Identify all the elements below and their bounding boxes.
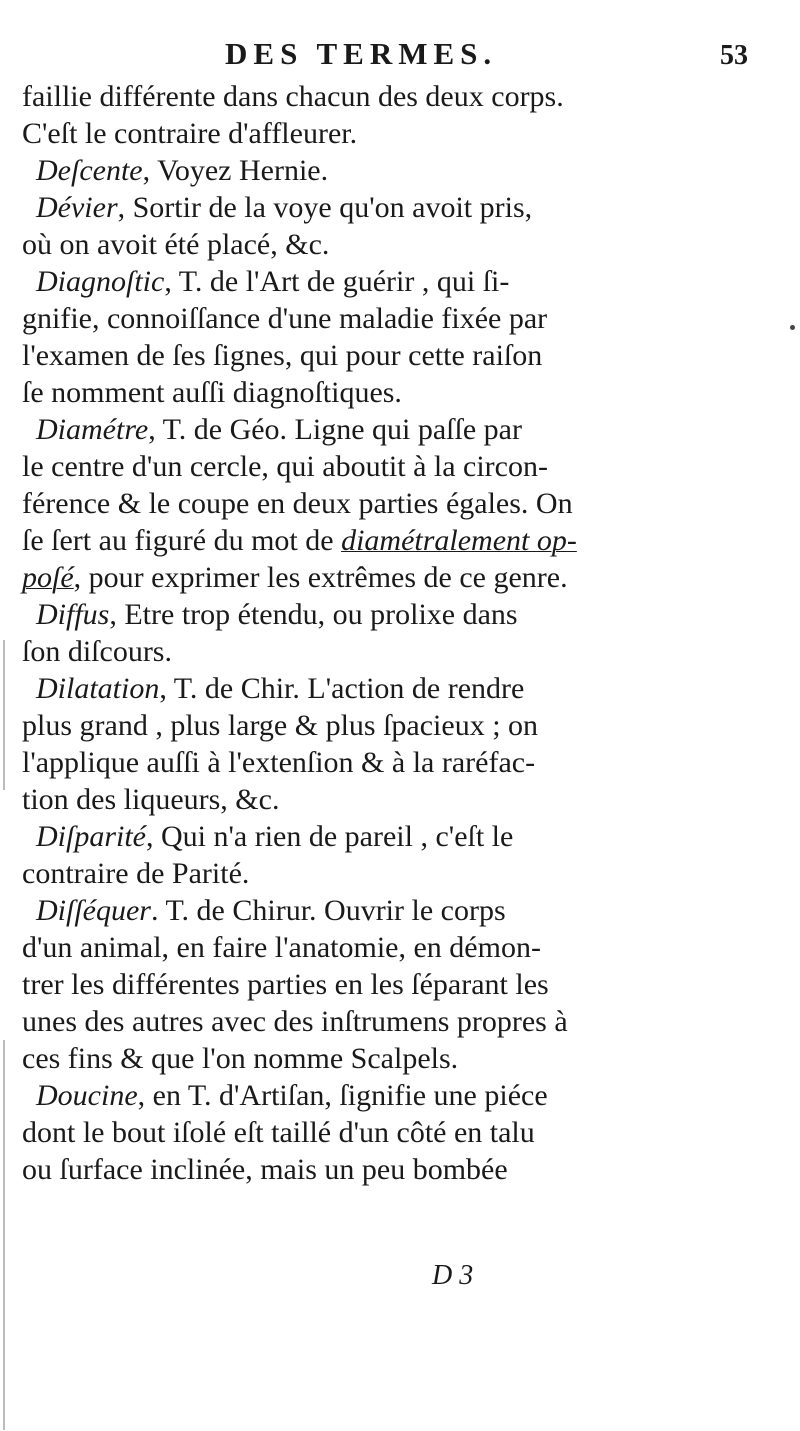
definition-text: , Qui n'a rien de pareil , c'eſt le bbox=[146, 820, 514, 853]
definition-text: où on avoit été placé, &c. bbox=[22, 228, 330, 261]
text-line bbox=[22, 374, 788, 411]
definition-text: ſe ſert au figuré du mot de bbox=[22, 524, 342, 557]
headword: Diagnoſtic bbox=[36, 265, 165, 298]
definition-text: l'examen de ſes ſignes, qui pour cette raiſon bbox=[22, 339, 543, 372]
definition-text: ſon diſcours. bbox=[22, 635, 172, 668]
text-line bbox=[22, 115, 788, 152]
dictionary-entry bbox=[22, 263, 788, 411]
dictionary-entry bbox=[22, 78, 788, 115]
text-line bbox=[22, 226, 788, 263]
dictionary-entry bbox=[22, 152, 788, 189]
definition-text: , T. de Chir. L'action de rendre bbox=[159, 672, 525, 705]
definition-text: , pour exprimer les extrêmes de ce genre. bbox=[73, 561, 568, 594]
text-line bbox=[22, 855, 788, 892]
dictionary-entry bbox=[22, 892, 788, 1077]
text-line bbox=[22, 189, 788, 226]
dictionary-entry bbox=[22, 670, 788, 818]
definition-text: . T. de Chirur. Ouvrir le corps bbox=[150, 894, 506, 927]
text-line bbox=[22, 929, 788, 966]
headword: Diamétre bbox=[36, 413, 149, 446]
text-line bbox=[22, 448, 788, 485]
emphasized-phrase: poſé bbox=[22, 561, 74, 594]
headword: Dévier bbox=[36, 191, 118, 224]
definition-text: ces fins & que l'on nomme Scalpels. bbox=[22, 1042, 459, 1075]
headword: Deſcente bbox=[36, 154, 143, 187]
definition-text: le centre d'un cercle, qui aboutit à la circon- bbox=[22, 450, 548, 483]
text-line bbox=[22, 670, 788, 707]
page-number: 53 bbox=[720, 40, 748, 71]
text-line bbox=[22, 892, 788, 929]
definition-text: férence & le coupe en deux parties égales. On bbox=[22, 487, 573, 520]
definition-text: gnifie, connoiſſance d'une maladie fixée par bbox=[22, 302, 548, 335]
ink-speck bbox=[790, 325, 795, 330]
definition-text: , Sortir de la voye qu'on avoit pris, bbox=[117, 191, 533, 224]
emphasized-phrase: diamétralement op- bbox=[341, 524, 577, 557]
dictionary-entry bbox=[22, 818, 788, 892]
definition-text: tion des liqueurs, &c. bbox=[22, 783, 280, 816]
definition-text: , en T. d'Artiſan, ſignifie une piéce bbox=[137, 1079, 548, 1112]
dictionary-entry bbox=[22, 189, 788, 263]
definition-text: , Voyez Hernie. bbox=[142, 154, 329, 187]
text-line bbox=[22, 633, 788, 670]
definition-text: faillie différente dans chacun des deux corps. bbox=[22, 80, 564, 113]
text-line bbox=[22, 1151, 788, 1188]
text-line bbox=[22, 818, 788, 855]
headword: Doucine bbox=[36, 1079, 138, 1112]
text-line bbox=[22, 300, 788, 337]
definition-text: d'un animal, en faire l'anatomie, en démon- bbox=[22, 931, 541, 964]
text-line bbox=[22, 966, 788, 1003]
dictionary-body bbox=[22, 78, 788, 1188]
running-head: DES TERMES. bbox=[225, 36, 498, 71]
text-line bbox=[22, 337, 788, 374]
text-line bbox=[22, 559, 788, 596]
text-line bbox=[22, 152, 788, 189]
definition-text: trer les différentes parties en les ſéparant les bbox=[22, 968, 549, 1001]
definition-text: dont le bout iſolé eſt taillé d'un côté en talu bbox=[22, 1116, 535, 1149]
text-line bbox=[22, 781, 788, 818]
definition-text: plus grand , plus large & plus ſpacieux ; on bbox=[22, 709, 539, 742]
text-line bbox=[22, 263, 788, 300]
headword: Diſparité bbox=[36, 820, 146, 853]
dictionary-entry bbox=[22, 1077, 788, 1188]
definition-text: , Etre trop étendu, ou prolixe dans bbox=[109, 598, 518, 631]
text-line bbox=[22, 78, 788, 115]
text-line bbox=[22, 411, 788, 448]
text-line bbox=[22, 596, 788, 633]
text-line bbox=[22, 707, 788, 744]
definition-text: contraire de Parité. bbox=[22, 857, 250, 890]
margin-shadow bbox=[3, 640, 5, 790]
dictionary-entry bbox=[22, 411, 788, 596]
text-line bbox=[22, 485, 788, 522]
definition-text: unes des autres avec des inſtrumens propres à bbox=[22, 1005, 568, 1038]
definition-text: , T. de Géo. Ligne qui paſſe par bbox=[148, 413, 522, 446]
headword: Dilatation bbox=[36, 672, 160, 705]
definition-text: ou ſurface inclinée, mais un peu bombée bbox=[22, 1153, 508, 1186]
text-line bbox=[22, 1114, 788, 1151]
definition-text: ſe nomment auſſi diagnoſtiques. bbox=[22, 376, 402, 409]
definition-text: C'eſt le contraire d'affleurer. bbox=[22, 117, 358, 150]
definition-text: l'applique auſſi à l'extenſion & à la raréfac- bbox=[22, 746, 536, 779]
text-line bbox=[22, 1003, 788, 1040]
signature-mark: D 3 bbox=[432, 1260, 474, 1291]
headword: Diſſéquer bbox=[36, 894, 151, 927]
dictionary-entry bbox=[22, 596, 788, 670]
text-line bbox=[22, 744, 788, 781]
text-line bbox=[22, 522, 788, 559]
text-line bbox=[22, 1077, 788, 1114]
headword: Diffus bbox=[36, 598, 110, 631]
text-line bbox=[22, 1040, 788, 1077]
dictionary-entry bbox=[22, 115, 788, 152]
margin-shadow-lower bbox=[3, 1040, 5, 1430]
definition-text: , T. de l'Art de guérir , qui ſi- bbox=[164, 265, 510, 298]
